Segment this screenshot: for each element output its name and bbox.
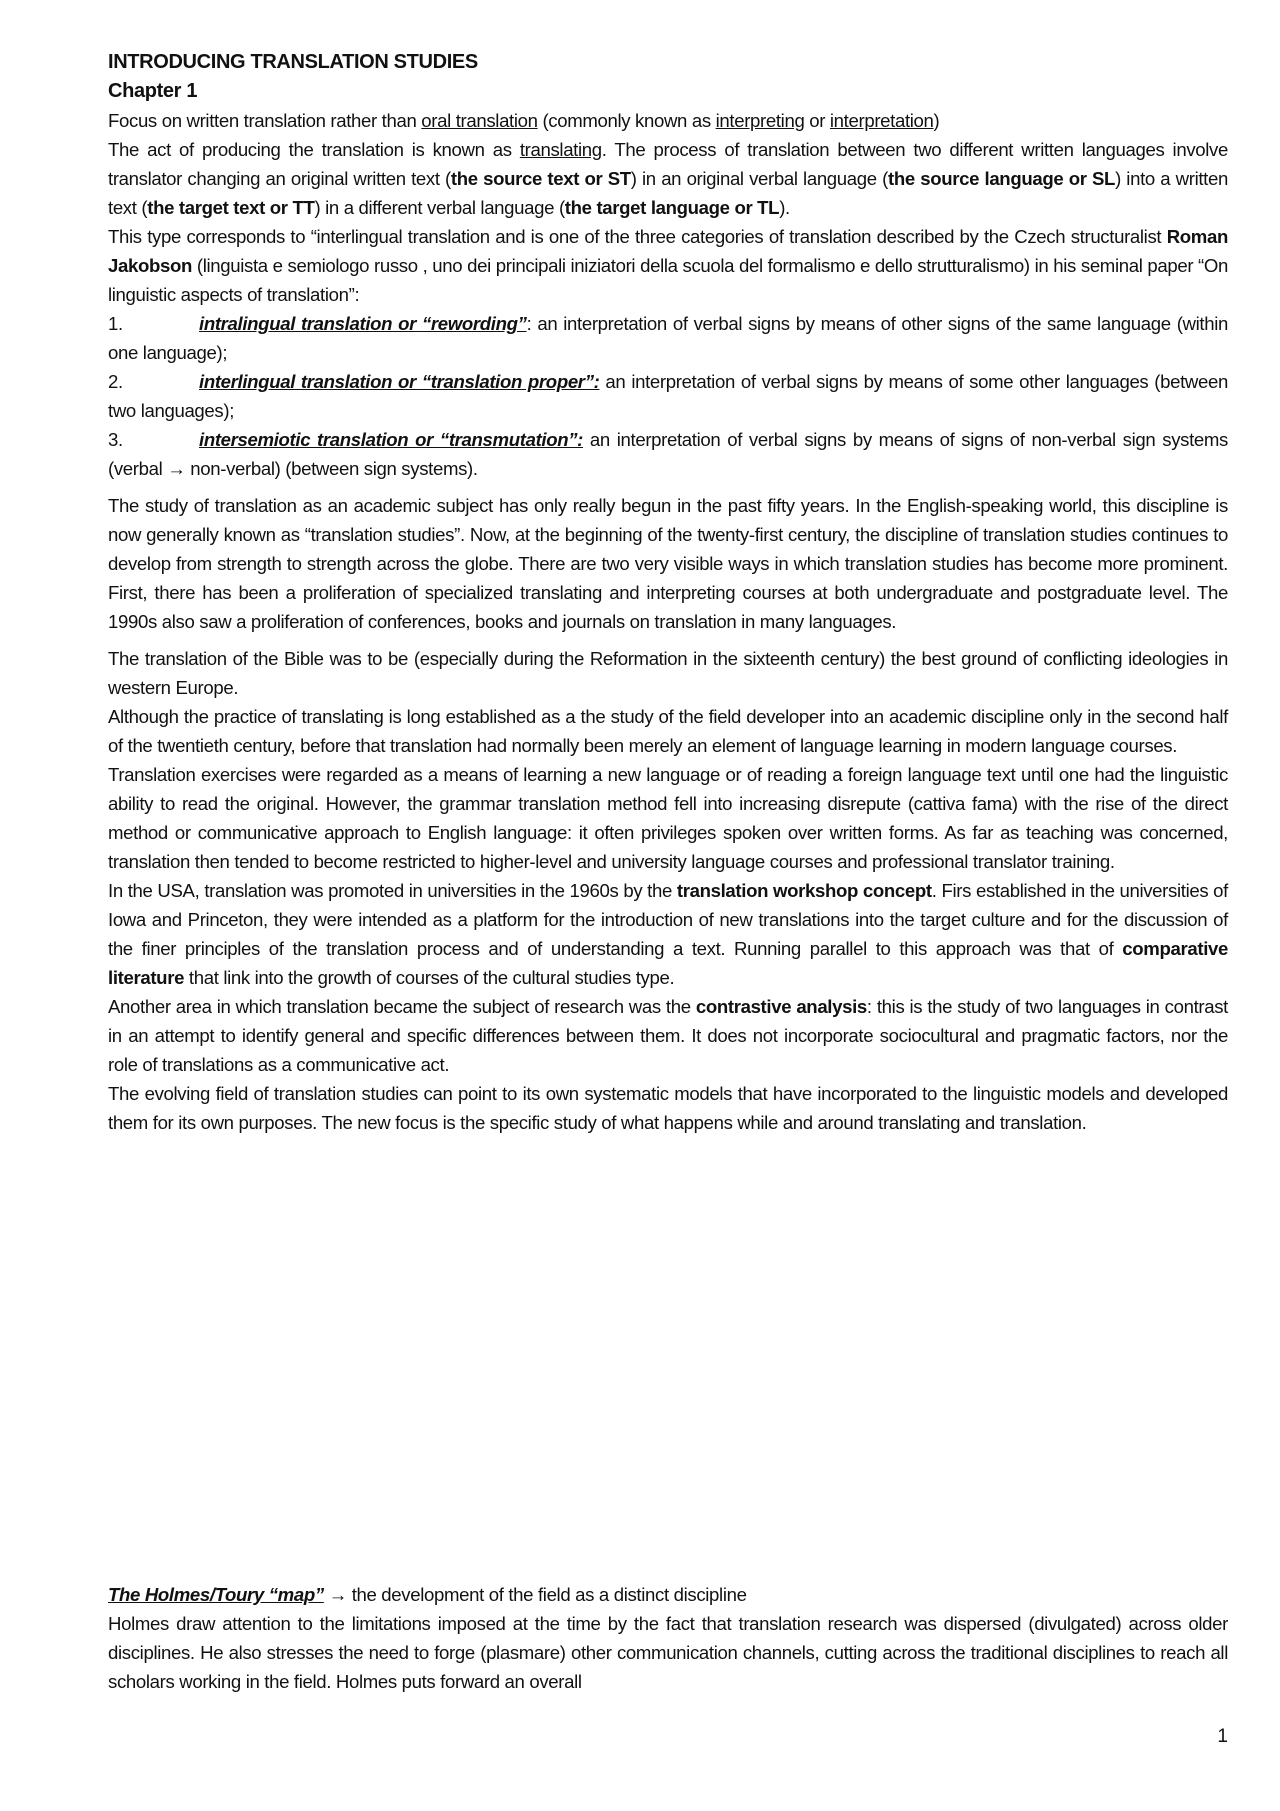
paragraph — [108, 760, 1228, 876]
emphasized-text: comparative literature — [108, 938, 1228, 988]
text-run: In the USA, translation was promoted in universities in the 1960s by the — [108, 880, 677, 901]
page-number: 1 — [1217, 1726, 1228, 1747]
paragraph — [108, 644, 1228, 702]
text-run: The study of translation as an academic subject has only really begun in the past fifty years. In the English-speaking world, this discipline is now generally known as “translation studies”. Now, at the beginning of the twenty-first century, the discipline of translation studies continues to develop from strength to strength across the globe. There are two very visible ways in which translation studies has become more prominent. First, there has been a proliferation of specialized translating and interpreting courses at both undergraduate and postgraduate level. The 1990s also saw a proliferation of conferences, books and journals on translation in many languages. — [108, 495, 1228, 632]
emphasized-text: the source language or SL — [888, 168, 1116, 189]
text-run: Focus on written translation rather than — [108, 110, 422, 131]
text-run: (linguista e semiologo russo , uno dei principali iniziatori della scuola del formalismo e dello strutturalismo) in his seminal paper “On linguistic aspects of translation”: — [108, 255, 1228, 305]
emphasized-text: intersemiotic translation or “transmutation”: — [199, 429, 584, 450]
paragraph — [108, 992, 1228, 1079]
paragraph — [108, 135, 1228, 222]
paragraph — [108, 876, 1228, 992]
text-run: The translation of the Bible was to be (especially during the Reformation in the sixteenth century) the best ground of conflicting ideologies in western Europe. — [108, 648, 1228, 698]
emphasized-text: the target language or TL — [564, 197, 780, 218]
paragraph: Holmes draw attention to the limitations imposed at the time by the fact that translation research was dispersed (divulgated) across older disciplines. He also stresses the need to forge (plasmare) other communication channels, cutting across the traditional disciplines to reach all scholars working in the field. Holmes puts forward an overall — [108, 1613, 1228, 1692]
emphasized-text: oral translation — [421, 110, 538, 131]
text-run: ) in a different verbal language ( — [314, 197, 565, 218]
text-run: This type corresponds to “interlingual translation and is one of the three categories of translation described by the Czech structuralist — [108, 226, 1167, 247]
paragraph — [108, 702, 1228, 760]
text-run: ). — [779, 197, 790, 218]
text-run: that link into the growth of courses of the cultural studies type. — [184, 967, 675, 988]
emphasized-text: interlingual translation or “translation proper”: — [199, 371, 600, 392]
list-item — [108, 309, 1228, 367]
document-page — [108, 48, 1228, 1137]
list-number: 3. — [108, 429, 123, 450]
text-run: The evolving field of translation studies can point to its own systematic models that have incorporated to the linguistic models and developed them for its own purposes. The new focus is the specific study of what happens while and around translating and translation. — [108, 1083, 1228, 1133]
chapter-heading: Chapter 1 — [108, 80, 198, 102]
document-body — [108, 106, 1228, 1137]
text-run: The act of producing the translation is known as — [108, 139, 520, 160]
text-run: Another area in which translation became the subject of research was the — [108, 996, 696, 1017]
text-run: or — [804, 110, 830, 131]
section-heading: The Holmes/Toury “map” — [108, 1584, 324, 1605]
text-run: Although the practice of translating is long established as a the study of the field developer into an academic discipline only in the second half of the twentieth century, before that translation had normally been merely an element of language learning in modern language courses. — [108, 706, 1228, 756]
list-item — [108, 367, 1228, 425]
emphasized-text: interpretation — [829, 110, 934, 131]
list-number: 2. — [108, 371, 123, 392]
text-run: . The process of translation between two different written languages involve translator changing an original written text ( — [108, 139, 1228, 189]
text-run: an interpretation of verbal signs by means of some other languages (between two languages); — [108, 371, 1228, 421]
list-number: 1. — [108, 313, 123, 334]
paragraph — [108, 1079, 1228, 1137]
emphasized-text: Roman Jakobson — [108, 226, 1228, 276]
text-run: . Firs established in the universities of Iowa and Princeton, they were intended as a platform for the introduction of new translations into the target culture and for the discussion of the finer principles of the translation process and of understanding a text. Running parallel to this approach was that of — [108, 880, 1228, 959]
text-run: ) in an original verbal language ( — [630, 168, 888, 189]
emphasized-text: contrastive analysis — [695, 996, 867, 1017]
list-item — [108, 425, 1228, 483]
text-run: : this is the study of two languages in contrast in an attempt to identify general and specific differences between them. It does not incorporate sociocultural and pragmatic factors, nor the role of translations as a communicative act. — [108, 996, 1228, 1075]
emphasized-text: intralingual translation or “rewording” — [199, 313, 527, 334]
emphasized-text: interpreting — [715, 110, 805, 131]
emphasized-text: translating — [519, 139, 602, 160]
document-title: INTRODUCING TRANSLATION STUDIES — [108, 51, 478, 73]
text-run: : an interpretation of verbal signs by means of other signs of the same language (within one language); — [108, 313, 1228, 363]
text-run: Translation exercises were regarded as a means of learning a new language or of reading a foreign language text until one had the linguistic ability to read the original. However, the grammar translation method fell into increasing disrepute (cattiva fama) with the rise of the direct method or communicative approach to English language: it often privileges spoken over written forms. As far as teaching was concerned, translation then tended to become restricted to higher-level and university language courses and professional translator training. — [108, 764, 1228, 872]
paragraph — [108, 491, 1228, 636]
paragraph — [108, 106, 1228, 135]
emphasized-text: the source text or ST — [450, 168, 631, 189]
text-run: ) into a written text ( — [108, 168, 1228, 218]
section-heading-line — [108, 1580, 1228, 1609]
emphasized-text: the target text or TT — [147, 197, 315, 218]
text-run: an interpretation of verbal signs by means of signs of non-verbal sign systems (verbal → non-verbal) (between sign systems). — [108, 429, 1228, 479]
text-run: (commonly known as — [537, 110, 716, 131]
text-run: ) — [933, 110, 940, 131]
holmes-section — [108, 1580, 1228, 1696]
paragraph — [108, 222, 1228, 309]
section-heading-rest: → the development of the field as a distinct discipline — [323, 1584, 747, 1605]
emphasized-text: translation workshop concept — [676, 880, 932, 901]
